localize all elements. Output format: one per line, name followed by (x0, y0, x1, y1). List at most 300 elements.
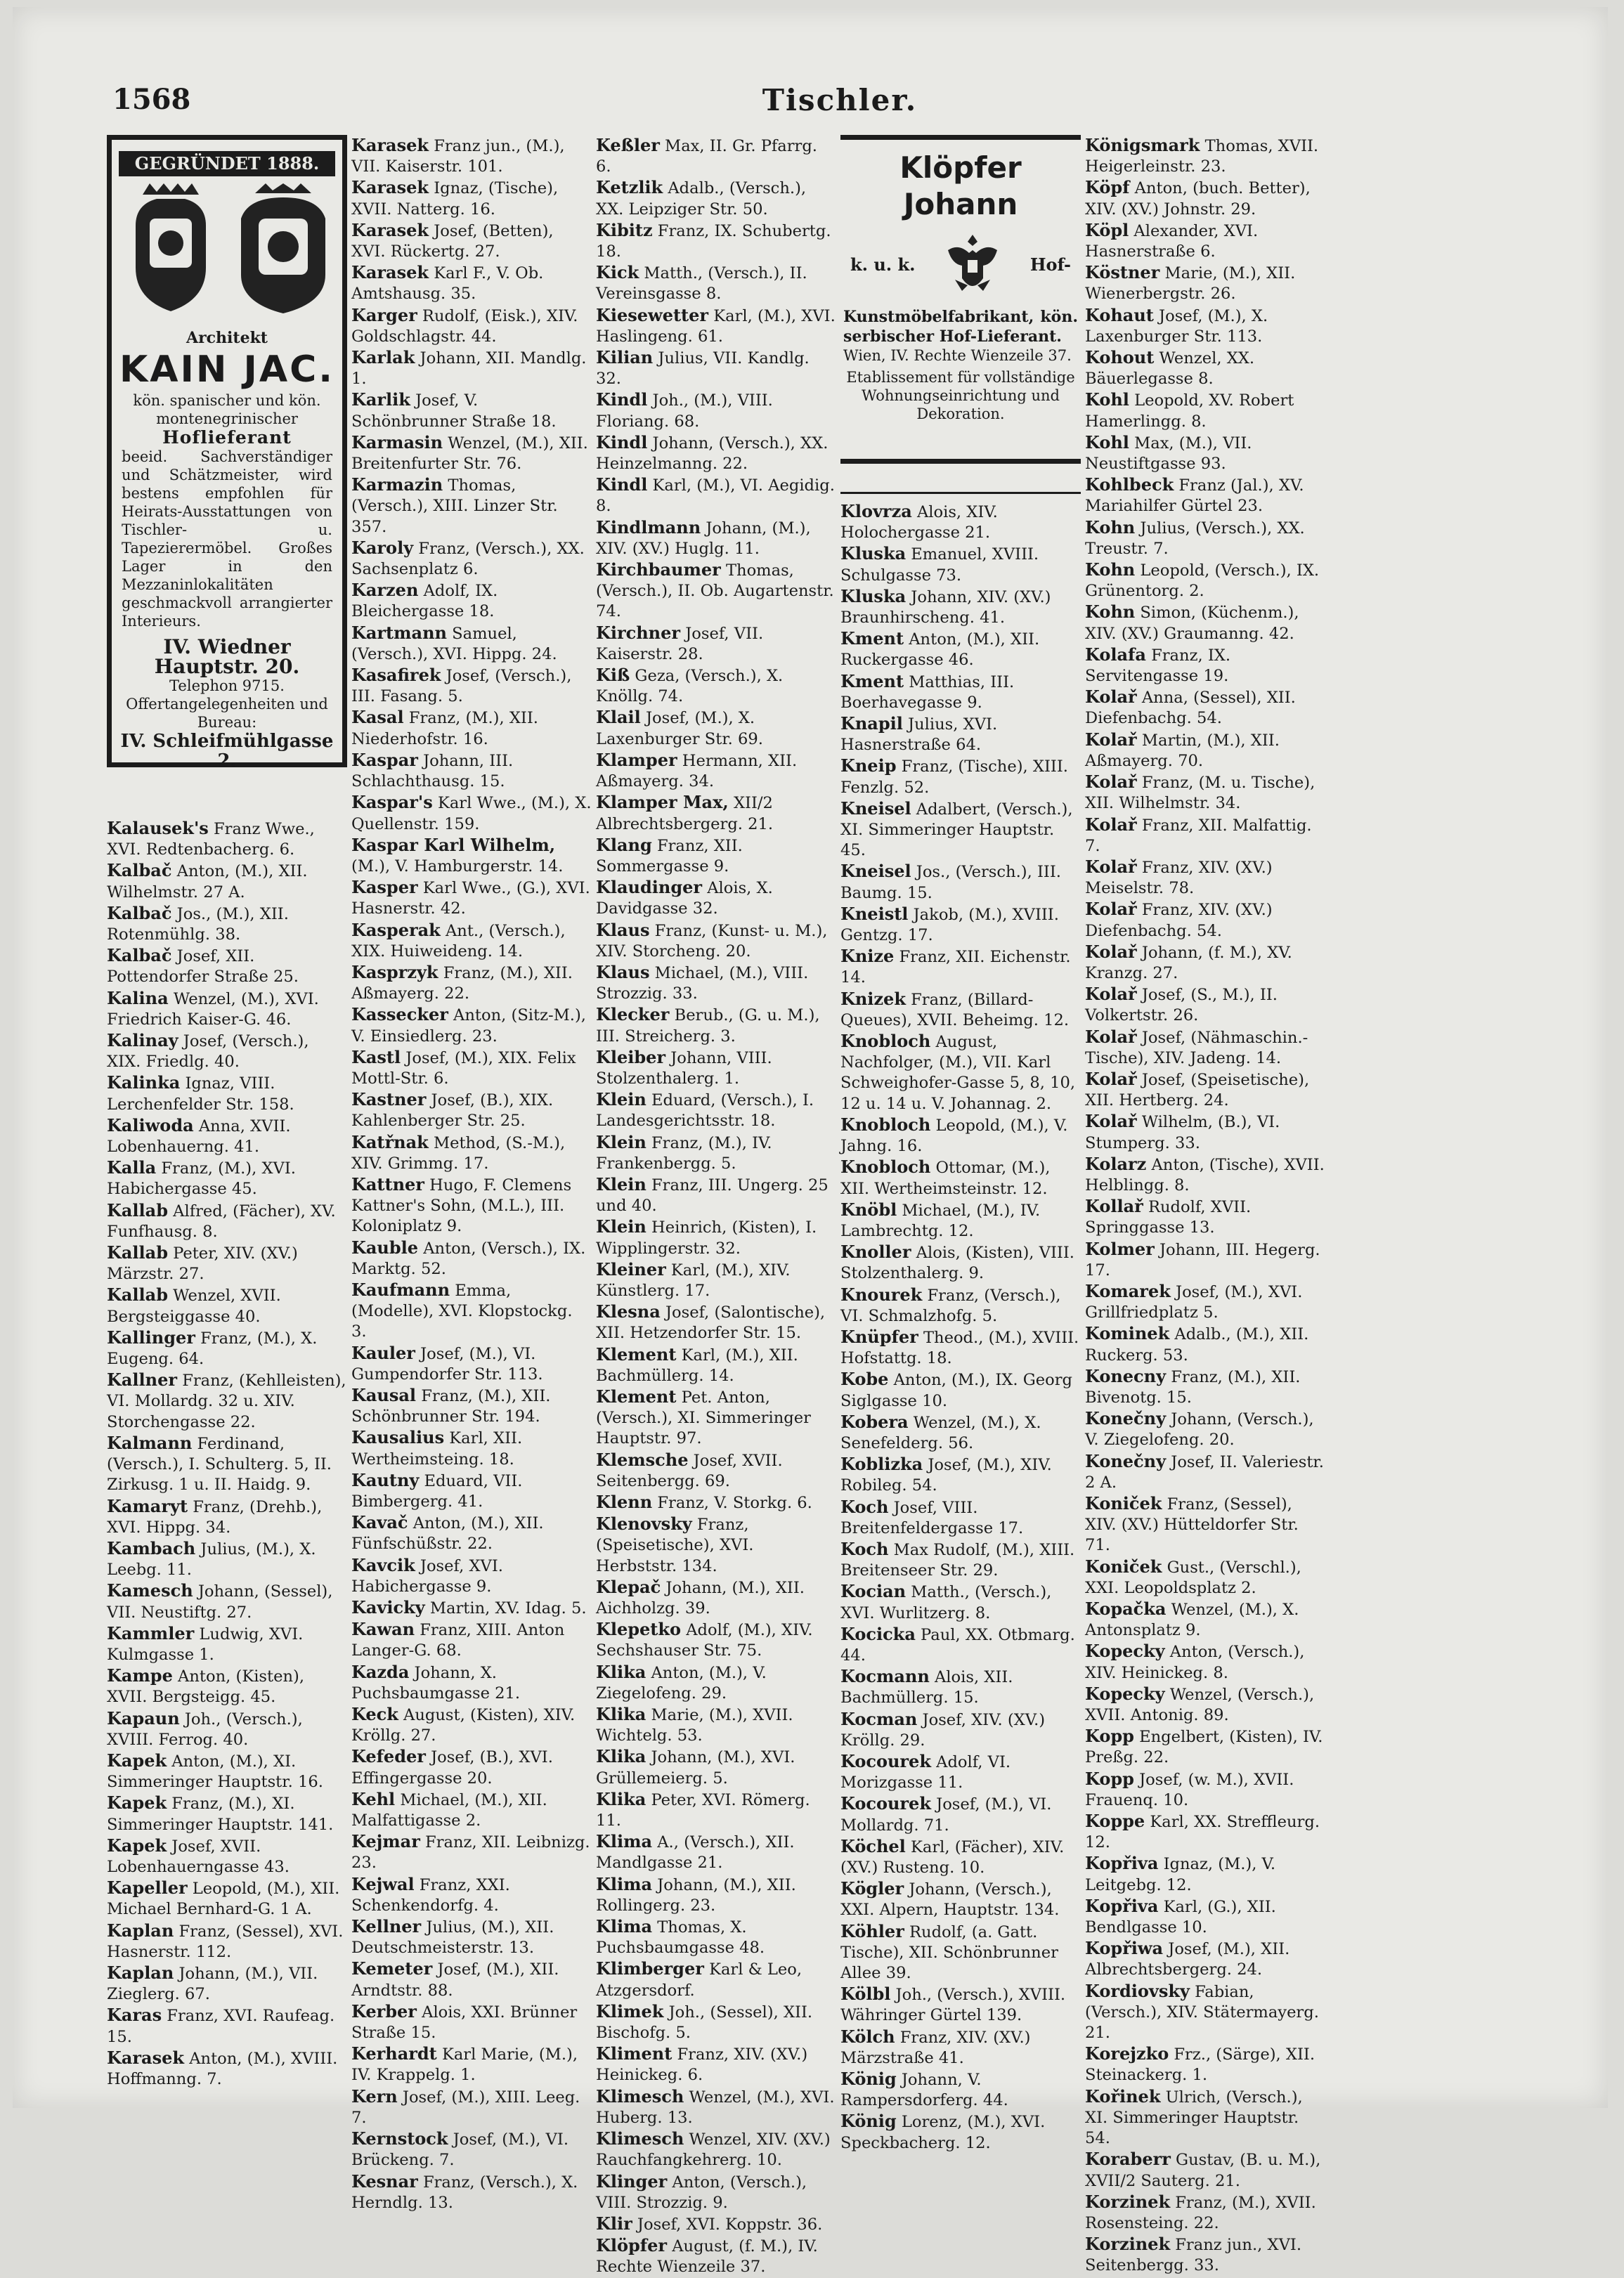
directory-entry (1085, 1493, 1325, 1556)
directory-entry (840, 1581, 1081, 1623)
column-5 (1085, 135, 1325, 2275)
directory-entry (840, 946, 1081, 988)
directory-entry (1085, 474, 1325, 516)
directory-entry (1085, 644, 1325, 686)
entry-name: Koch (840, 1538, 889, 1559)
directory-entry (596, 877, 836, 919)
directory-entry (840, 1836, 1081, 1878)
entry-details: Adolf, VI. Morizgasse 11. (840, 1752, 1011, 1792)
entry-name: Klang (596, 834, 652, 855)
directory-entry (351, 1597, 592, 1619)
entry-name: Klepač (596, 1576, 661, 1597)
entry-name: Kallner (107, 1369, 178, 1391)
entry-name: Kopřiwa (1085, 1938, 1164, 1959)
entry-details: Josef, (M.), VI. Gumpendorfer Str. 113. (351, 1344, 543, 1384)
entry-details: Thomas, XVII. Heigerleinstr. 23. (1085, 137, 1319, 176)
directory-entry (107, 945, 347, 987)
entry-details: Johann, (M.), VII. Zieglerg. 67. (107, 1964, 318, 2004)
directory-entry (840, 586, 1081, 628)
directory-entry (596, 177, 836, 219)
entry-name: Klail (596, 707, 641, 728)
directory-entry (840, 1751, 1081, 1793)
entry-details: Max, II. Gr. Pfarrg. 6. (596, 137, 817, 176)
entry-name: Korzinek (1085, 2191, 1171, 2212)
ad-name: KAIN JAC. (119, 349, 335, 391)
entry-details: Emma, (Modelle), XVI. Klopstockg. 3. (351, 1281, 573, 1341)
directory-entry (351, 835, 592, 877)
directory-entry (351, 2001, 592, 2043)
entry-name: Karasek (351, 262, 429, 283)
entry-name: Karzen (351, 580, 419, 601)
entry-details: Karl Wwe., (G.), XVI. Hasnerstr. 42. (351, 879, 590, 918)
entry-details: Wenzel, (M.), X. Senefelderg. 56. (840, 1413, 1041, 1452)
entry-name: Kaplan (107, 1962, 174, 1983)
entry-name: Korejzko (1085, 2043, 1169, 2064)
directory-entry (1085, 1281, 1325, 1323)
entry-name: Kasprzyk (351, 961, 439, 982)
directory-entry (596, 1492, 836, 1514)
entry-name: Kiesewetter (596, 304, 709, 325)
entry-details: Anton, (M.), XII. Wilhelmstr. 27 A. (107, 862, 308, 902)
entry-name: Kesnar (351, 2170, 418, 2192)
entry-details: Josef, (Versch.), XIX. Friedlg. 40. (107, 1032, 309, 1072)
entry-name: Kambach (107, 1537, 196, 1558)
directory-entry (840, 1369, 1081, 1411)
entry-name: Karas (107, 2005, 162, 2026)
entry-details: Franz, (M.), XVI. Habichergasse 45. (107, 1159, 296, 1199)
entry-name: Kassecker (351, 1004, 448, 1025)
entry-name: Klement (596, 1343, 677, 1365)
entry-name: Kaspar (351, 749, 418, 770)
entry-name: Kibitz (596, 219, 653, 240)
directory-entry (596, 262, 836, 304)
entry-details: Paul, XX. Otbmarg. 44. (840, 1625, 1075, 1665)
entry-details: Gustav, (B. u. M.), XVII/2 Sauterg. 21. (1085, 2151, 1321, 2190)
entry-name: Klamper (596, 749, 677, 770)
entry-name: Klein (596, 1173, 647, 1195)
page-number: 1568 (112, 83, 191, 116)
entry-name: Kneip (840, 755, 897, 776)
directory-entry (351, 1047, 592, 1089)
directory-entry (351, 474, 592, 538)
entry-name: Ketzlik (596, 177, 663, 198)
entry-name: Kolař (1085, 941, 1137, 962)
entry-details: Franz jun., (M.), VII. Kaiserstr. 101. (351, 137, 565, 176)
entry-details: Anton, (Versch.), IX. Marktg. 52. (351, 1239, 586, 1278)
entry-details: Leopold, XV. Robert Hamerlingg. 8. (1085, 391, 1294, 431)
entry-details: Anton, (M.), V. Ziegelofeng. 29. (596, 1663, 767, 1703)
entry-details: Alois, XII. Bachmüllerg. 15. (840, 1668, 1013, 1707)
entry-details: Alfred, (Fächer), XV. Funfhausg. 8. (107, 1202, 336, 1241)
directory-entry (1085, 1981, 1325, 2044)
entry-name: Koblizka (840, 1454, 923, 1475)
entry-name: Kolař (1085, 814, 1137, 835)
entry-name: Kögler (840, 1878, 904, 1899)
entry-name: Klepetko (596, 1619, 682, 1640)
entry-name: Kazda (351, 1661, 410, 1682)
entry-details: Karl, (M.), XIV. Künstlerg. 17. (596, 1261, 791, 1300)
entry-details: Anton, (Tische), XVII. Helblingg. 8. (1085, 1155, 1325, 1195)
directory-entry (107, 1792, 347, 1835)
entry-details: Alois, X. Davidgasse 32. (596, 879, 773, 918)
directory-entry (351, 665, 592, 707)
directory-entry (1085, 1938, 1325, 1980)
entry-name: Klein (596, 1216, 647, 1237)
entry-details: Gust., (Verschl.), XXI. Leopoldsplatz 2. (1085, 1558, 1301, 1597)
entry-name: Kopřiva (1085, 1853, 1159, 1874)
entry-name: König (840, 2069, 897, 2090)
entry-details: Franz, XIV. (XV.) Diefenbachg. 54. (1085, 901, 1273, 940)
entry-details: Josef, (Nähmaschin.-Tische), XIV. Jadeng. 14. (1085, 1028, 1308, 1067)
directory-entry (107, 1623, 347, 1665)
entry-name: Kallab (107, 1242, 168, 1263)
directory-entry (351, 962, 592, 1004)
entry-details: Franz, (Kehlleisten), VI. Mollardg. 32 u. XIV. Storchengasse 22. (107, 1372, 346, 1431)
directory-entry (1085, 984, 1325, 1026)
entry-details: Marie, (M.), XII. Wienerbergstr. 26. (1085, 264, 1296, 304)
entry-details: Johann, (Versch.), V. Ziegelofeng. 20. (1085, 1410, 1314, 1450)
directory-entry (1085, 2192, 1325, 2234)
directory-entry (596, 1386, 836, 1450)
ad-description: beeid. Sachverständiger und Schätzmeister, wird bestens empfohlen für Heirats-Ausstattungen von Tischler- u. Tapezierermöbel. Großes Lager in den Mezzaninlokalitäten geschmackvoll arrangierter Interieurs. (122, 448, 332, 630)
entry-details: Josef, XVI. Habichergasse 9. (351, 1556, 503, 1596)
entry-details: Franz, (M.), XVII. Rosensteing. 22. (1085, 2193, 1316, 2232)
entry-details: Franz, V. Storkg. 6. (652, 1494, 812, 1512)
directory-entry (596, 1577, 836, 1619)
entry-name: Kindl (596, 474, 648, 495)
entry-name: Kefeder (351, 1746, 426, 1767)
entry-name: Kluska (840, 543, 907, 564)
entry-details: Josef, VIII. Breitenfeldergasse 17. (840, 1498, 1024, 1537)
entry-name: Klika (596, 1704, 647, 1725)
entry-details: Johann, XII. Mandlg. 1. (351, 349, 587, 389)
directory-entry (596, 707, 836, 749)
entry-details: Josef, XIV. (XV.) Kröllg. 29. (840, 1710, 1046, 1750)
directory-entry (840, 1412, 1081, 1454)
entry-details: Franz Wwe., XVI. Redtenbacherg. 6. (107, 820, 315, 859)
entry-name: Kalla (107, 1157, 157, 1178)
entry-name: Kocmann (840, 1666, 930, 1687)
entry-details: Wenzel, XVII. Bergsteiggasse 40. (107, 1287, 281, 1326)
entry-details: Ottomar, (M.), XII. Wertheimsteinstr. 12. (840, 1159, 1051, 1198)
entry-details: Matth., (Versch.), XVI. Wurlitzerg. 8. (840, 1583, 1052, 1622)
directory-entry (1085, 601, 1325, 644)
entry-details: Engelbert, (Kisten), IV. Preßg. 22. (1085, 1728, 1323, 1767)
directory-entry (1085, 814, 1325, 857)
entry-name: Kasperak (351, 919, 441, 940)
directory-entry (596, 474, 836, 516)
entry-details: Karl Marie, (M.), IV. Krappelg. 1. (351, 2045, 578, 2085)
directory-entry (351, 792, 592, 834)
entry-name: Klika (596, 1661, 647, 1682)
entries-column-1 (107, 818, 347, 2090)
entry-name: Kallinger (107, 1327, 195, 1348)
directory-entry (596, 1662, 836, 1704)
entry-name: Kopecky (1085, 1683, 1165, 1704)
entry-details: Josef, II. Valeriestr. 2 A. (1085, 1452, 1324, 1492)
directory-entry (596, 389, 836, 431)
entry-details: Wenzel, (M.), XVI. Huberg. 13. (596, 2088, 835, 2127)
entry-details: Josef, (M.), XII. Arndtstr. 88. (351, 1960, 559, 2000)
entry-name: Kalmann (107, 1432, 193, 1453)
entry-name: Kolař (1085, 1026, 1137, 1047)
entry-name: Kopp (1085, 1768, 1134, 1789)
directory-entry (840, 1199, 1081, 1242)
directory-entry (596, 1344, 836, 1386)
entry-details: Josef, (Betten), XVI. Rückertg. 27. (351, 221, 554, 261)
entry-name: Klein (596, 1089, 647, 1110)
entry-name: Kern (351, 2085, 398, 2107)
directory-entry (1085, 1599, 1325, 1641)
entry-name: Konečny (1085, 1408, 1167, 1429)
directory-entry (351, 1958, 592, 2000)
directory-entry (107, 1157, 347, 1199)
directory-entry (1085, 2086, 1325, 2149)
directory-entry (1085, 1726, 1325, 1768)
ad-offer-text: Offertangelegenheiten und Bureau: (126, 696, 328, 731)
entry-details: Josef, (M.), XII. Albrechtsbergerg. 24. (1085, 1940, 1290, 1979)
entry-details: Franz, XII. Eichenstr. 14. (840, 948, 1071, 987)
entry-details: Hugo, F. Clemens Kattner's Sohn, (M.L.), III. Koloniplatz 9. (351, 1176, 572, 1236)
entries-column-4 (840, 501, 1081, 2154)
entry-details: Michael, (M.), IV. Lambrechtg. 12. (840, 1201, 1041, 1240)
entry-details: Julius, (Versch.), XX. Treustr. 7. (1085, 519, 1305, 558)
entry-details: Josef, (M.), VI. Brückeng. 7. (351, 2130, 569, 2170)
entry-details: Lorenz, (M.), XVI. Speckbacherg. 12. (840, 2113, 1046, 2152)
ad-title: Kunstmöbelfabrikant, kön. serbischer Hof-Lieferant. (843, 308, 1078, 346)
entry-details: Franz, (Versch.), X. Herndlg. 13. (351, 2173, 578, 2212)
entry-details: Adolf, IX. Bleichergasse 18. (351, 582, 498, 621)
entry-name: Klamper Max, (596, 792, 729, 813)
entry-details: Johann, III. Schlachthausg. 15. (351, 751, 514, 791)
entry-name: Kirchbaumer (596, 559, 721, 580)
ad-subtitle: kön. spanischer und kön. montenegrinischer (133, 392, 321, 427)
entry-name: Klimesch (596, 2085, 684, 2107)
directory-entry (351, 177, 592, 219)
entry-details: Anton, (buch. Better), XIV. (XV.) Johnstr. 29. (1085, 179, 1311, 219)
entry-name: Königsmark (1085, 135, 1200, 155)
entry-details: Wenzel, (M.), X. Antonsplatz 9. (1085, 1601, 1299, 1640)
column-4 (840, 135, 1081, 2152)
ad-hof: Hof- (1029, 254, 1071, 275)
entry-name: Konecny (1085, 1365, 1167, 1386)
entry-name: Kick (596, 262, 639, 283)
entry-details: Franz, (Sessel), XIV. (XV.) Hütteldorfer Str. 71. (1085, 1495, 1299, 1555)
entry-details: Franz, (M.), XI. Simmeringer Hauptstr. 141. (107, 1795, 334, 1834)
entry-name: Klaus (596, 961, 650, 982)
directory-entry (1085, 220, 1325, 262)
entry-details: Thomas, (Versch.), XIII. Linzer Str. 357. (351, 476, 558, 536)
directory-entry (351, 1470, 592, 1512)
entry-name: Kausal (351, 1384, 417, 1405)
directory-entry (596, 2235, 836, 2277)
entry-details: Franz, (Drehb.), XVI. Hippg. 34. (107, 1497, 323, 1537)
directory-entry (107, 1665, 347, 1707)
directory-entry (840, 1497, 1081, 1539)
entry-name: Kastl (351, 1046, 401, 1067)
entry-name: Kneistl (840, 903, 909, 924)
ad-kuk-row (843, 230, 1078, 300)
entry-details: August, (f. M.), IV. Rechte Wienzeile 37. (596, 2237, 818, 2277)
entry-details: A., (Versch.), XII. Mandlgasse 21. (596, 1833, 795, 1873)
entry-details: Simon, (Küchenm.), XIV. (XV.) Graumanng. 42. (1085, 604, 1299, 643)
entry-details: Joh., (M.), VIII. Floriang. 68. (596, 391, 773, 431)
directory-entry (351, 1874, 592, 1916)
entry-name: Kapek (107, 1792, 167, 1814)
directory-entry (840, 1666, 1081, 1708)
directory-entry (351, 305, 592, 347)
entry-name: Köpf (1085, 177, 1130, 198)
entry-name: Klima (596, 1831, 653, 1852)
entry-name: Köpl (1085, 219, 1129, 240)
entry-details: Rudolf, (a. Gatt. Tische), XII. Schönbrunner Allee 39. (840, 1922, 1058, 1983)
entry-name: Kolař (1085, 984, 1137, 1005)
directory-entry (351, 1427, 592, 1469)
entry-name: Klemsche (596, 1449, 689, 1470)
entry-details: Heinrich, (Kisten), I. Wipplingerstr. 32. (596, 1218, 817, 1258)
entry-details: Alois, XIV. Holochergasse 21. (840, 503, 998, 542)
directory-entry (1085, 1154, 1325, 1196)
entry-details: August, (Kisten), XIV. Kröllg. 27. (351, 1706, 576, 1745)
directory-columns (107, 135, 1568, 2277)
entry-name: Kausalius (351, 1427, 445, 1448)
entry-name: Karger (351, 304, 417, 325)
directory-entry (1085, 305, 1325, 347)
entry-details: Joh., (Versch.), XVIII. Ferrog. 40. (107, 1710, 303, 1749)
directory-entry (351, 1789, 592, 1831)
directory-entry (596, 1450, 836, 1492)
entry-name: Klaudinger (596, 877, 703, 898)
ad-description: Etablissement für vollständige Wohnungseinrichtung und Dekoration. (846, 369, 1075, 422)
entry-name: Kordiovsky (1085, 1980, 1190, 2001)
entry-details: Frz., (Särge), XII. Steinackerg. 1. (1085, 2045, 1316, 2085)
entry-details: Josef, (M.), XIII. Leeg. 7. (351, 2088, 580, 2127)
entry-name: Kernstock (351, 2128, 448, 2149)
directory-entry (107, 818, 347, 860)
entry-name: Kirchner (596, 622, 681, 643)
entry-details: Josef, V. Schönbrunner Straße 18. (351, 391, 557, 431)
entry-details: Anna, (Sessel), XII. Diefenbachg. 54. (1085, 689, 1296, 728)
ad-hoflieferant: Hoflieferant (162, 427, 292, 448)
entry-name: Kaplan (107, 1920, 174, 1941)
directory-entry (840, 1031, 1081, 1114)
entry-details: Fabian, (Versch.), XIV. Stätermayerg. 21. (1085, 1982, 1319, 2043)
entry-name: Karmasin (351, 431, 443, 453)
entry-name: Kolafa (1085, 644, 1146, 665)
entry-name: Kölbl (840, 1984, 891, 2005)
entry-name: Kocman (840, 1708, 918, 1729)
entry-name: Koraberr (1085, 2149, 1171, 2170)
entry-name: Kauler (351, 1342, 415, 1363)
entry-details: Franz, XII. Malfattig. 7. (1085, 816, 1312, 855)
entry-details: Franz, (Tische), XIII. Fenzlg. 52. (840, 757, 1068, 797)
ad-address-main: IV. Wiedner Hauptstr. 20. (154, 635, 300, 678)
entry-name: Karasek (107, 2047, 185, 2068)
entry-name: Kölch (840, 2026, 895, 2047)
directory-entry (1085, 177, 1325, 219)
entry-name: Katřnak (351, 1131, 429, 1152)
directory-entry (840, 861, 1081, 903)
entry-name: Konečny (1085, 1450, 1167, 1471)
entry-name: Kerber (351, 2000, 417, 2022)
entry-details: Karl F., V. Ob. Amtshausg. 35. (351, 264, 544, 304)
entry-details: Johann, (Sessel), VII. Neustiftg. 27. (107, 1582, 333, 1622)
entry-name: Kaspar Karl Wilhelm, (351, 834, 556, 855)
coat-of-arms-icon (119, 183, 335, 317)
entry-name: Klesna (596, 1301, 661, 1322)
entry-name: Kiß (596, 665, 630, 686)
directory-entry (596, 2001, 836, 2043)
entry-name: Knobloch (840, 1114, 931, 1135)
directory-entry (596, 1958, 836, 2000)
entry-name: Klir (596, 2213, 632, 2234)
entry-details: Max Rudolf, (M.), XIII. Breitenseer Str. 29. (840, 1540, 1075, 1580)
entry-name: Karasek (351, 135, 429, 155)
entry-details: Johann, (Versch.), XXI. Alpern, Hauptstr. 134. (840, 1880, 1060, 1920)
directory-entry (1085, 1684, 1325, 1726)
entry-details: Franz, XVI. Raufeag. 15. (107, 2007, 335, 2046)
directory-entry (107, 860, 347, 902)
directory-entry (351, 347, 592, 389)
entry-details: Franz, (M. u. Tische), XII. Wilhelmstr. 34. (1085, 774, 1316, 813)
directory-entry (1085, 942, 1325, 984)
directory-entry (596, 665, 836, 707)
entry-name: Kaufmann (351, 1279, 450, 1300)
entry-details: Leopold, (Versch.), IX. Grünentorg. 2. (1085, 561, 1320, 601)
entry-details: Adalbert, (Versch.), XI. Simmeringer Hauptstr. 45. (840, 800, 1073, 860)
entry-name: Kneisel (840, 861, 911, 882)
directory-entry (1085, 1811, 1325, 1853)
entry-name: Kapek (107, 1835, 167, 1856)
entry-details: Franz, (Billard-Queues), XVII. Beheimg. 12. (840, 990, 1070, 1029)
entry-details: Anton, (Sitz-M.), V. Einsiedlerg. 23. (351, 1006, 586, 1046)
directory-entry (840, 1327, 1081, 1369)
entry-details: Franz, (Kunst- u. M.), XIV. Storcheng. 20. (596, 921, 828, 961)
directory-entry (351, 220, 592, 262)
entry-details: Franz, (M.), XII. Schönbrunner Str. 194. (351, 1386, 551, 1426)
directory-entry (596, 623, 836, 665)
entry-name: Köchel (840, 1835, 906, 1856)
directory-entry (351, 1746, 592, 1788)
directory-entry (351, 1704, 592, 1746)
divider (840, 492, 1081, 494)
entry-name: Kolař (1085, 856, 1137, 877)
entry-details: Karl, (M.), XVI. Haslingeng. 61. (596, 306, 836, 346)
entry-name: Kořinek (1085, 2085, 1161, 2107)
entry-name: Kejwal (351, 1873, 415, 1894)
entry-details: Franz, IX. Schubertg. 18. (596, 221, 831, 261)
entry-details: Berub., (G. u. M.), III. Streicherg. 3. (596, 1006, 820, 1046)
entry-name: Kamesch (107, 1580, 193, 1601)
entry-name: Kment (840, 670, 904, 691)
column-1 (107, 135, 347, 2095)
entry-name: Karmazin (351, 474, 443, 495)
directory-entry (840, 1984, 1081, 2026)
directory-entry (107, 1284, 347, 1327)
entry-name: Knourek (840, 1284, 923, 1305)
directory-entry (596, 1704, 836, 1746)
entry-details: Anton, (M.), XI. Simmeringer Hauptstr. 16. (107, 1752, 323, 1792)
entry-details: Anton, (M.), XVIII. Hoffmanng. 7. (107, 2049, 338, 2088)
entry-details: Johann, (f. M.), XV. Kranzg. 27. (1085, 943, 1292, 982)
entry-details: Ulrich, (Versch.), XI. Simmeringer Hauptstr. 54. (1085, 2088, 1303, 2148)
entry-name: Kohlbeck (1085, 474, 1174, 495)
entry-name: Koppe (1085, 1811, 1145, 1832)
entry-name: Knize (840, 946, 895, 967)
entry-details: Franz, (Speisetische), XVI. Herbststr. 134. (596, 1516, 754, 1575)
directory-entry (1085, 1027, 1325, 1069)
directory-entry (596, 1047, 836, 1089)
